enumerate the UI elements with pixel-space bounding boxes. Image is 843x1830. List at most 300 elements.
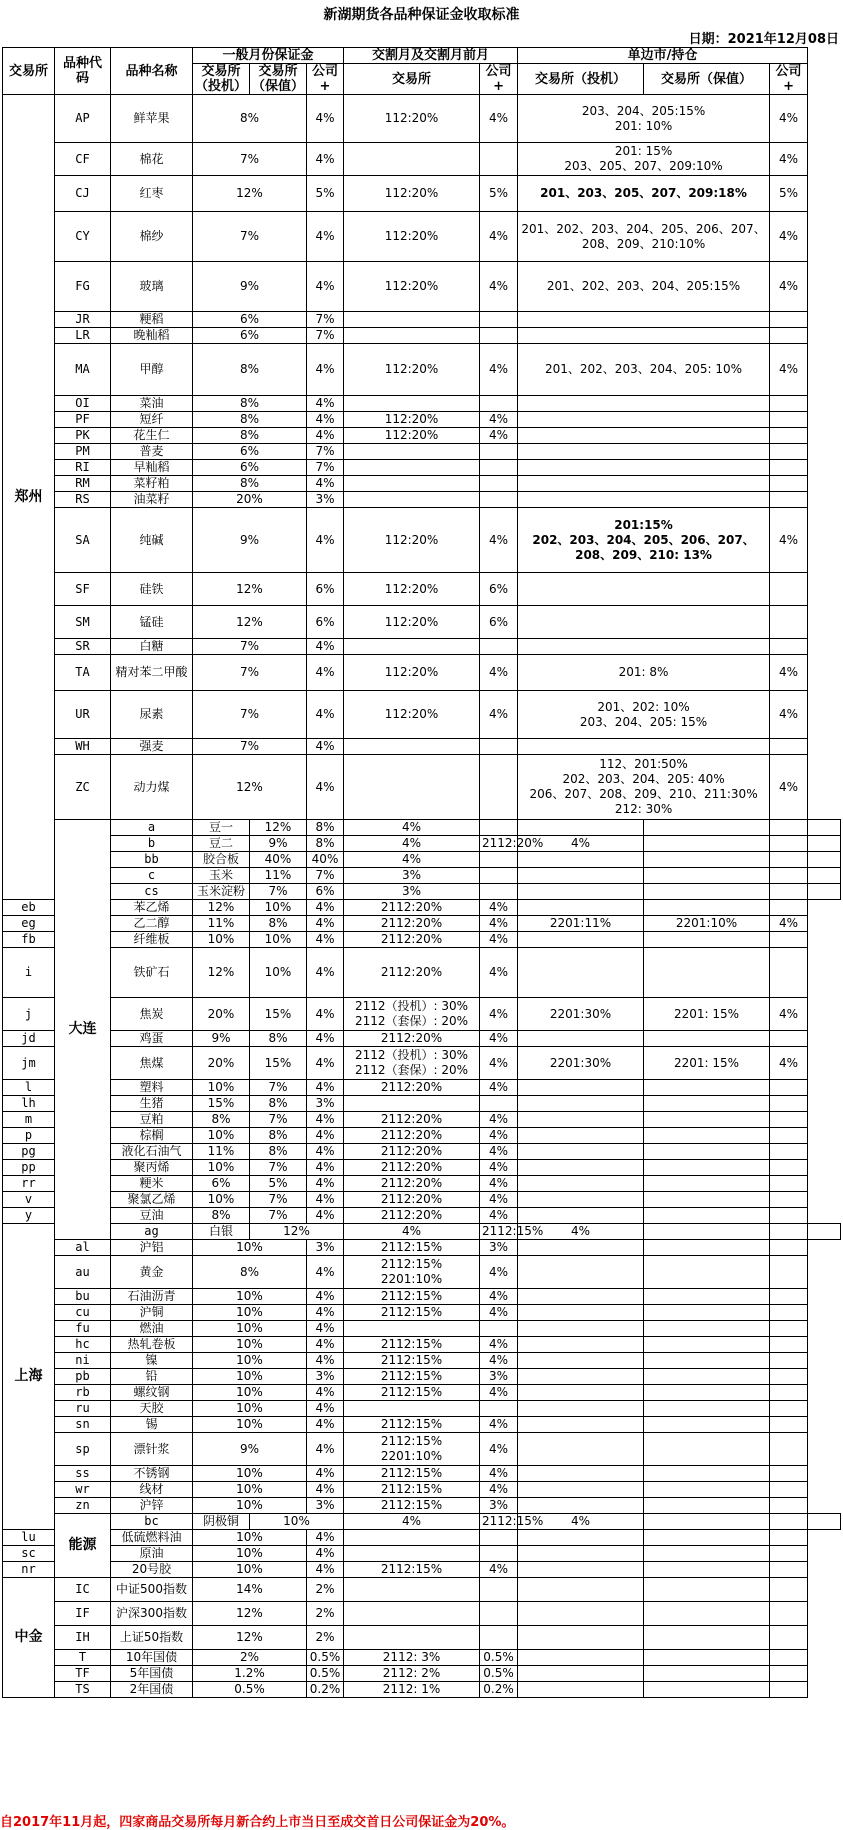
delivery-margin <box>344 739 480 755</box>
product-name: 甲醇 <box>111 344 193 396</box>
general-margin: 8% <box>193 412 307 428</box>
unilateral-company <box>770 1602 808 1626</box>
product-code: j <box>3 998 55 1031</box>
unilateral-margin-hedge <box>644 1385 770 1401</box>
product-name: 焦炭 <box>111 998 193 1031</box>
unilateral-company <box>770 1417 808 1433</box>
product-name: 锰硅 <box>111 606 193 639</box>
delivery-company: 4% <box>480 1192 518 1208</box>
product-name: 沪深300指数 <box>111 1602 193 1626</box>
unilateral-margin: 201、202、203、204、205: 10% <box>518 344 770 396</box>
delivery-company: 4% <box>480 1353 518 1369</box>
general-margin: 10% <box>193 1562 307 1578</box>
general-company: 0.5% <box>307 1650 344 1666</box>
unilateral-margin-spec <box>518 1321 644 1337</box>
table-row <box>3 412 841 428</box>
general-company: 4% <box>307 1562 344 1578</box>
delivery-margin: 2112:15% <box>344 1417 480 1433</box>
general-margin-hedge: 8% <box>250 1128 307 1144</box>
delivery-company: 4% <box>480 262 518 312</box>
delivery-margin: 2112: 3% <box>344 1650 480 1666</box>
unilateral-company <box>770 1385 808 1401</box>
delivery-margin: 2112:20% <box>344 948 480 998</box>
table-row <box>3 1256 841 1289</box>
product-name: 漂针浆 <box>111 1433 193 1466</box>
delivery-company: 4% <box>480 1433 518 1466</box>
product-code: nr <box>3 1562 55 1578</box>
delivery-margin: 2112:15% <box>344 1369 480 1385</box>
unilateral-company <box>770 1192 808 1208</box>
delivery-company: 3% <box>480 1369 518 1385</box>
general-margin: 12% <box>193 573 307 606</box>
header-unilateral-hedge: 交易所（保值） <box>644 64 770 95</box>
general-margin: 10% <box>193 1417 307 1433</box>
unilateral-margin-hedge <box>644 1080 770 1096</box>
delivery-company: 4% <box>480 428 518 444</box>
table-row <box>3 1031 841 1047</box>
product-name: 不锈钢 <box>111 1466 193 1482</box>
delivery-company: 0.5% <box>480 1666 518 1682</box>
unilateral-margin-spec <box>518 1401 644 1417</box>
general-margin: 10% <box>193 1385 307 1401</box>
delivery-margin <box>344 1401 480 1417</box>
general-company: 4% <box>307 143 344 176</box>
unilateral-margin <box>518 412 770 428</box>
product-code: rr <box>3 1176 55 1192</box>
delivery-margin <box>344 1321 480 1337</box>
header-code: 品种代码 <box>55 48 111 95</box>
delivery-company: 3% <box>480 1240 518 1256</box>
general-company: 4% <box>307 95 344 143</box>
general-company: 4% <box>307 428 344 444</box>
unilateral-company: 4% <box>770 655 808 691</box>
general-margin-hedge: 40% <box>307 852 344 868</box>
unilateral-margin-spec <box>518 1080 644 1096</box>
unilateral-company <box>808 836 841 852</box>
delivery-margin: 2112:20% <box>344 916 480 932</box>
delivery-margin: 2112:15% <box>480 1514 518 1530</box>
delivery-margin <box>344 1602 480 1626</box>
unilateral-company: 5% <box>770 176 808 212</box>
unilateral-margin-hedge <box>644 1433 770 1466</box>
product-code: i <box>3 948 55 998</box>
unilateral-company <box>770 1031 808 1047</box>
general-company: 4% <box>307 1144 344 1160</box>
delivery-company: 4% <box>480 1417 518 1433</box>
general-company: 4% <box>307 1401 344 1417</box>
delivery-company: 4% <box>518 836 644 852</box>
product-name: 短纤 <box>111 412 193 428</box>
general-company: 4% <box>307 212 344 262</box>
product-code: PK <box>55 428 111 444</box>
product-name: 粳米 <box>111 1176 193 1192</box>
unilateral-margin-spec <box>518 1096 644 1112</box>
product-name: 胶合板 <box>193 852 250 868</box>
general-company: 3% <box>307 1369 344 1385</box>
unilateral-margin: 201、203、205、207、209:18% <box>518 176 770 212</box>
delivery-margin: 112:20% <box>344 428 480 444</box>
unilateral-company <box>770 573 808 606</box>
general-margin-hedge: 10% <box>250 932 307 948</box>
general-company: 4% <box>307 1289 344 1305</box>
delivery-company: 0.5% <box>480 1650 518 1666</box>
unilateral-margin: 201、202、203、204、205、206、207、208、209、210:10% <box>518 212 770 262</box>
delivery-company <box>480 1546 518 1562</box>
product-code: sc <box>3 1546 55 1562</box>
general-company: 4% <box>344 836 480 852</box>
delivery-margin <box>344 1626 480 1650</box>
unilateral-margin-spec <box>518 1240 644 1256</box>
product-code: rb <box>55 1385 111 1401</box>
unilateral-company <box>770 639 808 655</box>
delivery-company: 4% <box>480 412 518 428</box>
table-row <box>3 916 841 932</box>
unilateral-company <box>770 1160 808 1176</box>
table-row <box>3 655 841 691</box>
unilateral-margin-spec <box>518 1626 644 1650</box>
general-margin: 14% <box>193 1578 307 1602</box>
general-company: 7% <box>307 460 344 476</box>
table-row <box>3 1546 841 1562</box>
general-margin-spec: 40% <box>250 852 307 868</box>
product-code: ag <box>111 1224 193 1240</box>
table-row <box>3 508 841 573</box>
header-general-company: 公司+ <box>307 64 344 95</box>
unilateral-margin-hedge <box>644 1176 770 1192</box>
product-code: m <box>3 1112 55 1128</box>
product-code: TF <box>55 1666 111 1682</box>
product-code: pb <box>55 1369 111 1385</box>
unilateral-margin <box>518 460 770 476</box>
delivery-margin: 2112:20% <box>344 1208 480 1224</box>
product-code: ss <box>55 1466 111 1482</box>
unilateral-margin-spec: 2201:30% <box>518 998 644 1031</box>
unilateral-margin-hedge <box>644 1482 770 1498</box>
general-margin: 10% <box>193 1498 307 1514</box>
unilateral-margin-hedge <box>644 948 770 998</box>
product-code: JR <box>55 312 111 328</box>
general-margin-spec: 20% <box>193 998 250 1031</box>
unilateral-company <box>770 1240 808 1256</box>
delivery-margin <box>344 1530 480 1546</box>
product-name: 10年国债 <box>111 1650 193 1666</box>
unilateral-company <box>770 1498 808 1514</box>
date-label: 日期：2021年12月08日 <box>688 32 839 47</box>
general-company: 4% <box>307 1466 344 1482</box>
table-row <box>3 932 841 948</box>
delivery-company <box>480 143 518 176</box>
product-code: sn <box>55 1417 111 1433</box>
general-margin: 20% <box>193 492 307 508</box>
general-margin-hedge: 10% <box>250 900 307 916</box>
table-row <box>3 143 841 176</box>
product-name: 阴极铜 <box>193 1514 250 1530</box>
delivery-margin: 2112:15% <box>344 1385 480 1401</box>
unilateral-company <box>770 606 808 639</box>
unilateral-company <box>770 948 808 998</box>
table-row <box>3 1096 841 1112</box>
general-company: 4% <box>307 655 344 691</box>
unilateral-company: 4% <box>770 1047 808 1080</box>
general-margin: 6% <box>193 460 307 476</box>
table-row <box>3 1562 841 1578</box>
general-margin-spec: 20% <box>193 1047 250 1080</box>
delivery-company: 4% <box>480 95 518 143</box>
general-margin-spec: 9% <box>250 836 307 852</box>
unilateral-margin-spec <box>518 948 644 998</box>
delivery-margin: 2112:15% <box>344 1498 480 1514</box>
unilateral-company <box>770 1337 808 1353</box>
unilateral-company: 4% <box>770 508 808 573</box>
general-margin-hedge: 15% <box>250 998 307 1031</box>
delivery-margin <box>344 1096 480 1112</box>
unilateral-company <box>770 1650 808 1666</box>
general-company: 0.5% <box>307 1666 344 1682</box>
delivery-company: 4% <box>480 1144 518 1160</box>
unilateral-company <box>808 820 841 836</box>
delivery-company: 4% <box>518 1514 644 1530</box>
margin-table <box>2 47 841 1698</box>
product-code: CF <box>55 143 111 176</box>
general-company: 4% <box>307 1433 344 1466</box>
general-margin-spec: 12% <box>193 900 250 916</box>
delivery-company: 4% <box>480 1112 518 1128</box>
general-margin-spec: 11% <box>193 916 250 932</box>
unilateral-company <box>770 444 808 460</box>
product-name: 动力煤 <box>111 755 193 820</box>
product-name: 菜油 <box>111 396 193 412</box>
table-row <box>3 1192 841 1208</box>
general-margin-hedge: 8% <box>307 836 344 852</box>
product-code: jd <box>3 1031 55 1047</box>
table-row <box>3 212 841 262</box>
unilateral-margin-hedge: 2201: 15% <box>644 1047 770 1080</box>
product-name: 燃油 <box>111 1321 193 1337</box>
product-code: PM <box>55 444 111 460</box>
product-code: MA <box>55 344 111 396</box>
unilateral-company: 4% <box>770 755 808 820</box>
general-margin-hedge: 7% <box>250 1112 307 1128</box>
table-row <box>3 1433 841 1466</box>
general-margin: 10% <box>250 1514 344 1530</box>
product-code: T <box>55 1650 111 1666</box>
general-margin: 7% <box>193 739 307 755</box>
table-row <box>3 1482 841 1498</box>
table-row <box>3 428 841 444</box>
product-name: 铅 <box>111 1369 193 1385</box>
product-name: 苯乙烯 <box>111 900 193 916</box>
general-margin-hedge: 8% <box>250 1031 307 1047</box>
delivery-company <box>480 1578 518 1602</box>
product-code: RS <box>55 492 111 508</box>
delivery-company: 4% <box>480 948 518 998</box>
general-margin-hedge: 8% <box>250 1096 307 1112</box>
header-unilateral-spec: 交易所（投机） <box>518 64 644 95</box>
general-company: 4% <box>307 639 344 655</box>
general-company: 4% <box>307 396 344 412</box>
delivery-margin: 112:20% <box>344 212 480 262</box>
unilateral-margin-hedge <box>644 1289 770 1305</box>
unilateral-margin-spec <box>518 1466 644 1482</box>
delivery-margin <box>344 476 480 492</box>
delivery-company <box>518 884 644 900</box>
product-code: fb <box>3 932 55 948</box>
unilateral-margin-spec <box>518 1031 644 1047</box>
unilateral-margin-spec <box>518 1176 644 1192</box>
unilateral-margin-spec <box>518 1530 644 1546</box>
table-row <box>3 1240 841 1256</box>
delivery-company <box>480 1602 518 1626</box>
unilateral-margin-spec <box>644 852 770 868</box>
product-name: 豆一 <box>193 820 250 836</box>
product-name: 硅铁 <box>111 573 193 606</box>
table-row <box>3 1626 841 1650</box>
delivery-margin: 2112:15% <box>344 1337 480 1353</box>
unilateral-margin-hedge <box>770 820 808 836</box>
unilateral-company: 4% <box>770 916 808 932</box>
general-margin: 8% <box>193 95 307 143</box>
delivery-company: 4% <box>480 212 518 262</box>
delivery-margin <box>344 460 480 476</box>
unilateral-margin-hedge <box>770 1514 808 1530</box>
unilateral-margin <box>518 428 770 444</box>
table-row <box>3 1112 841 1128</box>
table-row <box>3 1353 841 1369</box>
unilateral-company <box>770 1562 808 1578</box>
general-margin: 9% <box>193 262 307 312</box>
delivery-company <box>480 639 518 655</box>
unilateral-company <box>770 1466 808 1482</box>
unilateral-company <box>770 932 808 948</box>
product-code: sp <box>55 1433 111 1466</box>
general-company: 4% <box>344 1514 480 1530</box>
product-name: 锡 <box>111 1417 193 1433</box>
delivery-margin: 112:20% <box>344 606 480 639</box>
unilateral-margin-hedge <box>644 1498 770 1514</box>
table-row <box>3 606 841 639</box>
unilateral-company: 4% <box>770 143 808 176</box>
unilateral-company <box>808 852 841 868</box>
unilateral-company <box>770 739 808 755</box>
product-name: 玉米淀粉 <box>193 884 250 900</box>
delivery-margin <box>344 755 480 820</box>
delivery-company: 4% <box>480 1160 518 1176</box>
delivery-company: 4% <box>480 1466 518 1482</box>
unilateral-company: 4% <box>770 95 808 143</box>
delivery-margin: 112:20% <box>344 691 480 739</box>
product-name: 20号胶 <box>111 1562 193 1578</box>
delivery-company <box>480 755 518 820</box>
exchange-cell: 大连 <box>55 820 111 1240</box>
product-name: 塑料 <box>111 1080 193 1096</box>
general-margin: 10% <box>193 1305 307 1321</box>
table-row <box>3 1602 841 1626</box>
delivery-company: 4% <box>480 508 518 573</box>
general-margin: 10% <box>193 1482 307 1498</box>
unilateral-margin-spec <box>518 1337 644 1353</box>
product-code: SA <box>55 508 111 573</box>
product-code: PF <box>55 412 111 428</box>
delivery-margin: 2112:15% <box>344 1466 480 1482</box>
product-code: y <box>3 1208 55 1224</box>
product-name: 聚丙烯 <box>111 1160 193 1176</box>
delivery-company <box>518 820 644 836</box>
delivery-margin: 2112（投机）: 30% 2112（套保）: 20% <box>344 1047 480 1080</box>
general-margin: 10% <box>193 1321 307 1337</box>
general-margin-spec: 6% <box>193 1176 250 1192</box>
product-name: 上证50指数 <box>111 1626 193 1650</box>
unilateral-margin-spec <box>518 1256 644 1289</box>
table-row <box>3 1321 841 1337</box>
product-name: 早籼稻 <box>111 460 193 476</box>
product-name: 菜籽粕 <box>111 476 193 492</box>
product-name: 棉花 <box>111 143 193 176</box>
unilateral-company: 4% <box>770 998 808 1031</box>
delivery-company <box>480 1401 518 1417</box>
general-margin: 7% <box>193 212 307 262</box>
unilateral-margin-hedge: 2201:10% <box>644 916 770 932</box>
general-company: 4% <box>307 900 344 916</box>
product-code: lu <box>3 1530 55 1546</box>
unilateral-margin-hedge <box>644 1650 770 1666</box>
general-margin: 10% <box>193 1466 307 1482</box>
unilateral-company <box>770 1546 808 1562</box>
product-name: 沪铜 <box>111 1305 193 1321</box>
unilateral-company <box>770 1128 808 1144</box>
delivery-margin <box>480 868 518 884</box>
header-delivery: 交割月及交割月前月 <box>344 48 518 64</box>
product-name: 纯碱 <box>111 508 193 573</box>
header-unilateral-company: 公司+ <box>770 64 808 95</box>
table-row <box>3 573 841 606</box>
general-margin-hedge: 6% <box>307 884 344 900</box>
footer-note: 自2017年11月起，四家商品交易所每月新合约上市当日至成交首日公司保证金为20%。 <box>0 1815 515 1830</box>
delivery-margin: 2112:15% <box>344 1353 480 1369</box>
unilateral-margin-hedge <box>644 1240 770 1256</box>
unilateral-margin-spec <box>518 900 644 916</box>
delivery-company <box>480 739 518 755</box>
product-name: 粳稻 <box>111 312 193 328</box>
general-company: 3% <box>344 868 480 884</box>
unilateral-company <box>770 1208 808 1224</box>
delivery-company <box>480 1321 518 1337</box>
product-code: LR <box>55 328 111 344</box>
product-code: SF <box>55 573 111 606</box>
unilateral-company <box>770 1080 808 1096</box>
general-margin-hedge: 8% <box>250 916 307 932</box>
table-row <box>3 1176 841 1192</box>
general-margin: 12% <box>193 1602 307 1626</box>
product-name: 中证500指数 <box>111 1578 193 1602</box>
unilateral-company <box>770 396 808 412</box>
general-company: 4% <box>307 1128 344 1144</box>
product-code: AP <box>55 95 111 143</box>
general-margin-spec: 11% <box>250 868 307 884</box>
unilateral-margin <box>518 396 770 412</box>
unilateral-company <box>770 1176 808 1192</box>
table-row <box>3 1224 841 1240</box>
unilateral-margin-spec <box>518 932 644 948</box>
product-code: FG <box>55 262 111 312</box>
table-row <box>3 639 841 655</box>
delivery-company: 4% <box>480 691 518 739</box>
table-row <box>3 1578 841 1602</box>
delivery-margin: 2112:15% <box>344 1482 480 1498</box>
product-code: UR <box>55 691 111 739</box>
unilateral-margin <box>518 328 770 344</box>
delivery-margin <box>344 312 480 328</box>
table-row <box>3 884 841 900</box>
